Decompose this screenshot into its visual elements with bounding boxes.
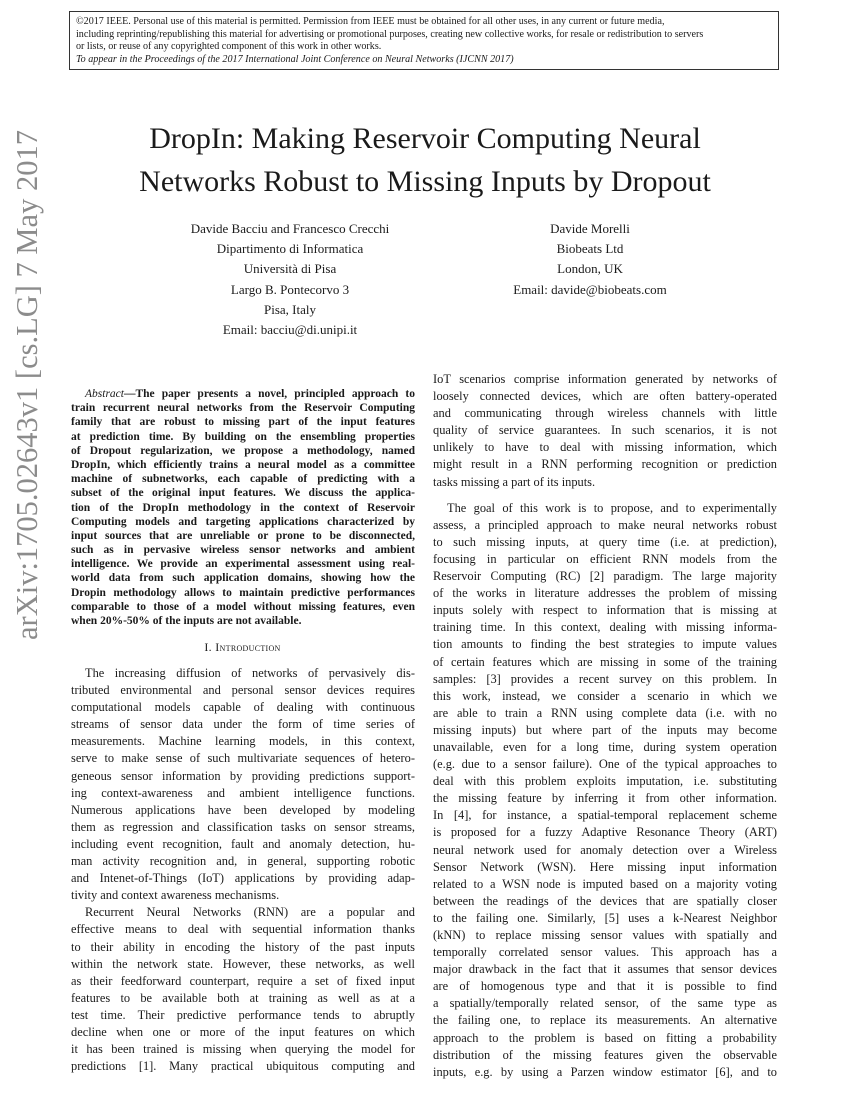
text-line: to their ability in encoding the history of the past inputs (71, 939, 415, 954)
text-line: training time. In this context, dealing with missing informa- (433, 620, 777, 635)
text-line: inputs, e.g. by using a Parzen window estimator [6], and to (433, 1064, 777, 1079)
text-line: deal with this problem exploits imputation, i.e. substituting (433, 774, 777, 789)
abstract-line: of Dropout regularization, we propose a methodology, named (71, 444, 415, 457)
text-line: this work, instead, we consider a scenario in which we (433, 688, 777, 703)
text-line: temporally correlated sensor values. This approach has a (433, 945, 777, 960)
abstract (71, 387, 415, 628)
notice-line: ©2017 IEEE. Personal use of this material is permitted. Permission from IEEE must be obtained for all other uses, in any current or future media, (76, 16, 665, 27)
text-line: samples: [3] provides a recent survey on this problem. In (433, 671, 777, 686)
section-number: I. (204, 640, 212, 654)
affiliation-line: Biobeats Ltd (556, 241, 624, 257)
author-names: Davide Bacciu and Francesco Crecchi (190, 221, 390, 236)
author-block-right (440, 219, 740, 300)
abstract-line: world data from such application domains, showing how the (71, 572, 415, 585)
abstract-line (71, 387, 415, 401)
text-line: major drawback in the fact that it assumes that sensor devices (433, 962, 777, 977)
text-line: (kNN) to replace missing sensor values with spatially and (433, 928, 777, 942)
intro-column (71, 665, 415, 1075)
paper-title (0, 117, 850, 203)
text-line: The increasing diffusion of networks of pervasively dis- (85, 666, 415, 680)
text-line: inputs solely with respect to information that is missing at (433, 603, 777, 618)
text-line: man activity recognition and, in general, supporting robotic (71, 854, 415, 869)
text-line: quality of service guarantees. In such scenarios, it is not (433, 423, 777, 438)
text-line: missing inputs) but where part of the inputs may become (433, 722, 777, 737)
abstract-line: subset of the original input features. We discuss the applica- (71, 487, 415, 500)
text-line: predictions [1]. Many practical ubiquitous computing and (71, 1059, 415, 1074)
text-line: IoT scenarios comprise information generated by networks of (433, 372, 777, 386)
copyright-notice (69, 11, 779, 70)
text-line: of certain features which are missing in some of the training (433, 654, 777, 669)
abstract-line: tion of the DropIn methodology in the context of Reservoir (71, 501, 415, 514)
text-line: (e.g. due to a sensor failure). One of the typical approaches to (433, 757, 777, 772)
text-line: a spatially/temporally related sensor, of the same type as (433, 996, 777, 1011)
text-line: focusing in particular on efficient RNN models from the (433, 551, 777, 566)
text-line: them as regression and classification tasks on sensor streams, (71, 819, 415, 834)
title-line: DropIn: Making Reservoir Computing Neural (149, 122, 701, 155)
abstract-line: intelligence. We provide an experimental assessment using real- (71, 558, 415, 571)
author-email: Email: bacciu@di.unipi.it (222, 322, 358, 338)
abstract-text: —The paper presents a novel, principled approach to (123, 388, 415, 400)
text-line: computational models capable of dealing with continuous (71, 700, 415, 715)
text-line: to such missing inputs, at query time (i.e. at prediction), (433, 534, 777, 549)
arxiv-stamp: arXiv:1705.02643v1 [cs.LG] 7 May 2017 (10, 130, 44, 640)
text-line: Numerous applications have been developed by modeling (71, 802, 415, 817)
text-line: it has been trained is missing when querying the model for (71, 1042, 415, 1057)
text-line: The goal of this work is to propose, and to experimentally (447, 500, 777, 515)
paragraph-gap (433, 491, 777, 500)
abstract-line: at prediction time. By building on the ensembling properties (71, 430, 415, 443)
affiliation-line: Università di Pisa (243, 261, 337, 277)
text-line: tion amounts to finding the best strategies to impute values (433, 637, 777, 652)
text-line: and communicating through wireless channels with little (433, 406, 777, 421)
author-email: Email: davide@biobeats.com (513, 281, 667, 297)
text-line: the failing one, to replace its measurements. An alternative (433, 1013, 777, 1028)
text-line: are able to train a RNN using complete data (i.e. with no (433, 705, 777, 720)
text-line: Reservoir Computing (RC) [2] paradigm. The large majority (433, 569, 777, 584)
abstract-line: train recurrent neural networks from the Reservoir Computing (71, 402, 415, 415)
text-line: approach to the problem is based on fitting a probability (433, 1030, 777, 1045)
affiliation-line: London, UK (557, 261, 623, 277)
text-line: streams of sensor data under the form of time series of (71, 717, 415, 732)
text-line: effective means to deal with sequential information thanks (71, 922, 415, 937)
text-line: ing context-awareness and ambient intelligence functions. (71, 785, 415, 800)
text-line: tivity and context awareness mechanisms. (71, 888, 280, 903)
text-line: Sensor Network (WSN). Here missing input information (433, 859, 777, 874)
section-heading (0, 640, 485, 655)
text-line: In [4], for instance, a spatial-temporal replacement scheme (433, 808, 777, 823)
text-line: including event recognition, fault and anomaly detection, hu- (71, 836, 415, 851)
text-line: Recurrent Neural Networks (RNN) are a popular and (85, 905, 415, 920)
abstract-line: Dropin methodology allows to maintain predictive performances (71, 586, 415, 599)
notice-line: including reprinting/republishing this material for advertising or promotional purposes, creating new collective works, for resale or redistribution to servers (76, 28, 704, 40)
text-line: serve to make sense of such multivariate sequences of hetero- (71, 751, 415, 766)
text-line: neural network used for anomaly detection over a Wireless (433, 842, 777, 857)
abstract-line: Computing models and targeting applications characterized by (71, 515, 415, 528)
text-line: is proposed for a fuzzy Adaptive Resonance Theory (ART) (433, 825, 777, 840)
text-line: and Intenet-of-Things (IoT) applications by providing adap- (71, 871, 415, 886)
text-line: between the readings of the devices that are spatially closer (433, 893, 777, 908)
text-line: as their feedforward counterpart, require a set of fixed input (71, 973, 415, 988)
affiliation-line: Largo B. Pontecorvo 3 (230, 281, 350, 297)
abstract-line: such as in pervasive wireless sensor networks and ambient (71, 544, 415, 557)
affiliation-line: Pisa, Italy (264, 301, 316, 317)
text-line: might result in a RNN performing recognition or prediction (433, 457, 777, 472)
text-line: measurements. Machine learning models, in this context, (71, 734, 415, 749)
appear-line: To appear in the Proceedings of the 2017 International Joint Conference on Neural Networks (IJCNN 2017) (76, 53, 514, 65)
text-line: distribution of the missing features given the observable (433, 1047, 777, 1062)
text-line: decline when one or more of the input features on which (71, 1024, 415, 1039)
text-line: to the failing one. Similarly, [5] uses a k-Nearest Neighbor (433, 910, 777, 925)
text-line: geneous sensor information by providing predictions support- (71, 768, 415, 783)
abstract-line: comparable to those of a model without missing features, even (71, 600, 415, 613)
text-line: are of homogenous type and that it is possible to find (433, 979, 777, 994)
text-line: test time. Their predictive performance tends to abruptly (71, 1007, 415, 1022)
abstract-line: input sources that are unreliable or prone to be disconnected, (71, 529, 415, 542)
text-line: related to a WSN node is imputed based on a majority voting (433, 876, 777, 891)
right-column (433, 371, 777, 1081)
section-title: Introduction (215, 640, 281, 654)
abstract-line: when 20%-50% of the inputs are not available. (71, 615, 302, 627)
abstract-label: Abstract (85, 388, 124, 400)
author-names: Davide Morelli (550, 221, 630, 236)
title-line: Networks Robust to Missing Inputs by Dropout (139, 165, 711, 198)
abstract-line: DropIn, which efficiently trains a neural model as a committee (71, 458, 415, 471)
author-block-left (140, 219, 440, 340)
text-line: unavailable, even for a long time, during system operation (433, 739, 777, 754)
notice-line: or lists, or reuse of any copyrighted component of this work in other works. (76, 41, 382, 53)
text-line: within the network state. However, these networks, as well (71, 956, 415, 971)
affiliation-line: Dipartimento di Informatica (216, 241, 364, 257)
text-line: of the works in literature addresses the problem of missing (433, 586, 777, 601)
text-line: unlikely to have to deal with missing information, which (433, 440, 777, 455)
text-line: tasks missing a part of its inputs. (433, 474, 596, 489)
text-line: tributed environmental and personal sensor devices requires (71, 683, 415, 698)
abstract-line: family that are robust to missing part of the input features (71, 416, 415, 429)
text-line: loosely connected devices, which are often battery-operated (433, 389, 777, 404)
text-line: the missing feature by inferring it from other information. (433, 791, 777, 806)
text-line: assess, a principled approach to make neural networks robust (433, 517, 777, 532)
abstract-line: machine of subnetworks, each capable of predicting with a (71, 473, 415, 486)
text-line: features to be available both at training as well as at a (71, 990, 415, 1005)
